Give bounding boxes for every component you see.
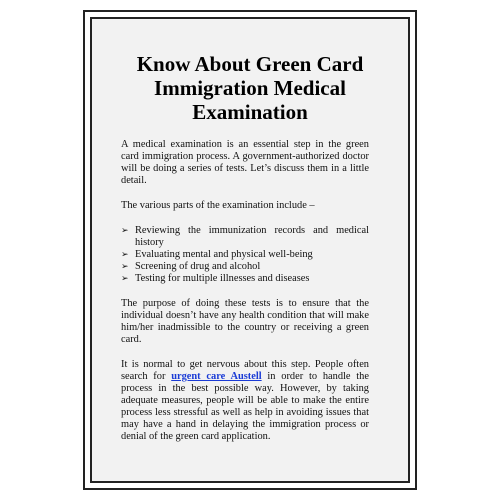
arrow-bullet-icon: ➢ bbox=[121, 274, 129, 284]
examination-list bbox=[121, 225, 369, 285]
closing-text-before-link: It is normal to get nervous about this step. People often search for bbox=[121, 359, 369, 382]
urgent-care-link[interactable]: urgent care Austell bbox=[171, 371, 262, 382]
title-line: Know About Green Card bbox=[136, 52, 364, 76]
list-item bbox=[121, 261, 369, 273]
arrow-bullet-icon: ➢ bbox=[121, 262, 129, 272]
list-item-text: Testing for multiple illnesses and diseases bbox=[135, 273, 310, 284]
closing-text-after-link: in order to handle the process in the best possible way. However, by taking adequate measures, people will be able to make the entire process less stressful as well as help in avoiding issues that may have a hand in delaying the immigration process or denial of the green card application. bbox=[121, 371, 369, 442]
document-title bbox=[108, 52, 392, 124]
list-item bbox=[121, 273, 369, 285]
arrow-bullet-icon: ➢ bbox=[121, 250, 129, 260]
document-page bbox=[83, 10, 417, 490]
list-item-text: Reviewing the immunization records and medical history bbox=[135, 225, 369, 248]
title-line: Examination bbox=[192, 100, 308, 124]
list-item-text: Evaluating mental and physical well-being bbox=[135, 249, 313, 260]
closing-paragraph bbox=[121, 359, 369, 443]
intro-paragraph: A medical examination is an essential step in the green card immigration process. A government-authorized doctor will be doing a series of tests. Let’s discuss them in a little detail. bbox=[121, 139, 369, 186]
title-line: Immigration Medical bbox=[154, 76, 346, 100]
list-item bbox=[121, 249, 369, 261]
list-item-text: Screening of drug and alcohol bbox=[135, 261, 261, 272]
list-item bbox=[121, 225, 369, 249]
list-intro: The various parts of the examination include – bbox=[121, 200, 315, 211]
document-body bbox=[121, 139, 369, 456]
arrow-bullet-icon: ➢ bbox=[121, 226, 129, 236]
purpose-paragraph: The purpose of doing these tests is to ensure that the individual doesn’t have any health condition that will make him/her inadmissible to the country or receiving a green card. bbox=[121, 298, 369, 345]
